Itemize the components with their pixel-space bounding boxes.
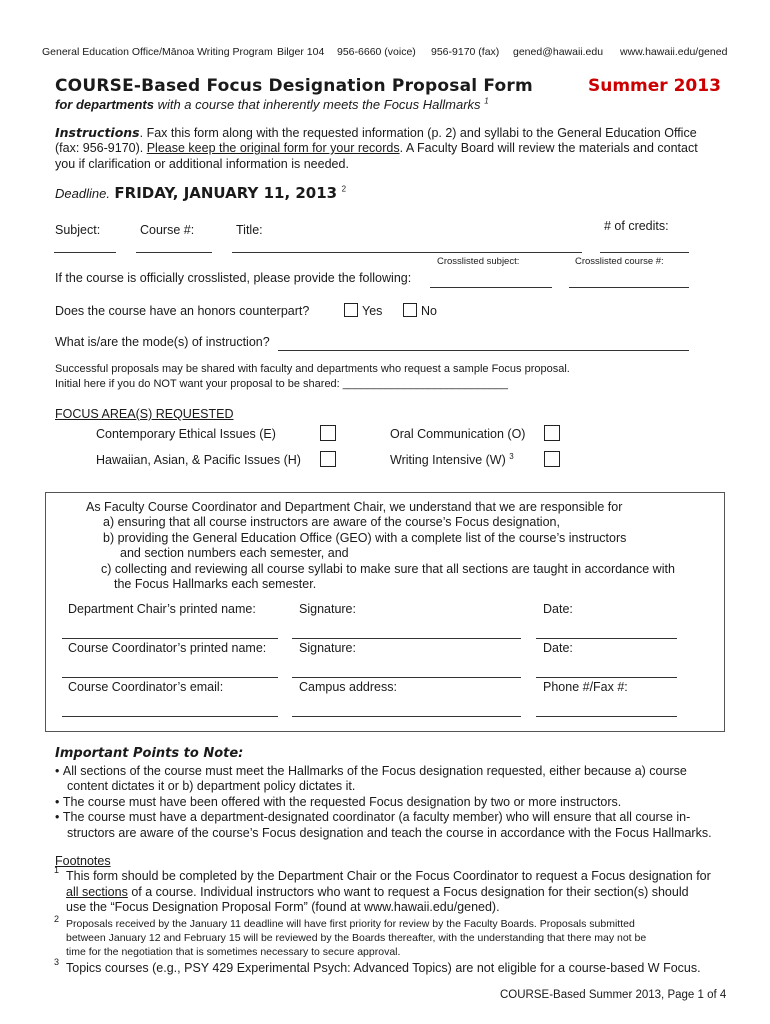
focus-e-label: Contemporary Ethical Issues (E) [96, 427, 276, 441]
coordinator-date-label: Date: [543, 641, 573, 655]
header-voice: 956-6660 (voice) [337, 46, 416, 58]
focus-w-label: Writing Intensive (W) $^3$ [390, 451, 514, 467]
footnote-1-cont: all sections of a course. Individual instructors who want to request a Focus designation for their section(s) should [66, 885, 689, 899]
header-website[interactable]: www.hawaii.edu/gened [620, 46, 728, 58]
sharing-note: Successful proposals may be shared with faculty and departments who request a sample Focus proposal. [55, 363, 570, 375]
agreement-item-b: b) providing the General Education Office (GEO) with a complete list of the course’s instructors [103, 531, 627, 545]
footnote-2-cont-2: time for the negotiation that is sometimes necessary to secure approval. [66, 946, 401, 958]
deadline: Deadline. FRIDAY, JANUARY 11, 2013 $^2$ [55, 184, 347, 202]
modes-field[interactable] [278, 350, 689, 351]
instructions-line-3: you if clarification or additional information is needed. [55, 157, 349, 171]
campus-address-label: Campus address: [299, 680, 397, 694]
focus-o-label: Oral Communication (O) [390, 427, 526, 441]
course-title-field[interactable] [232, 252, 582, 253]
page-footer: COURSE-Based Summer 2013, Page 1 of 4 [500, 989, 727, 1001]
footnote-2-number: 2 [54, 914, 60, 924]
focus-heading: FOCUS AREA(S) REQUESTED [55, 407, 234, 421]
honors-yes-checkbox[interactable] [344, 303, 358, 317]
chair-signature-field[interactable] [292, 638, 521, 639]
chair-name-field[interactable] [62, 638, 278, 639]
agreement-item-a: a) ensuring that all course instructors are aware of the course’s Focus designation, [103, 515, 560, 529]
instructions-line-1: Instructions. Fax this form along with the requested information (p. 2) and syllabi to the General Education Office [55, 125, 697, 140]
subtitle: for departments with a course that inherently meets the Focus Hallmarks $^1$ [55, 96, 489, 112]
subject-field[interactable] [54, 252, 116, 253]
footnote-3-number: 3 [54, 957, 60, 967]
crosslisted-course-label: Crosslisted course #: [575, 256, 664, 267]
header-fax: 956-9170 (fax) [431, 46, 500, 58]
bullet-3-cont: structors are aware of the course’s Focus designation and teach the course in accordance with the Focus Hallmarks. [67, 826, 712, 840]
agreement-intro: As Faculty Course Coordinator and Department Chair, we understand that we are responsible for [86, 500, 623, 514]
footnote-1-number: 1 [54, 865, 60, 875]
agreement-item-b-cont: and section numbers each semester, and [120, 546, 349, 560]
page-title: COURSE-Based Focus Designation Proposal Form [55, 76, 533, 96]
focus-o-checkbox[interactable] [544, 425, 560, 441]
instructions-line-2: (fax: 956-9170). Please keep the original form for your records. A Faculty Board will review the materials and contact [55, 141, 698, 155]
chair-date-label: Date: [543, 602, 573, 616]
crosslisted-subject-field[interactable] [430, 287, 552, 288]
sharing-initial[interactable]: Initial here if you do NOT want your proposal to be shared: ___________________________ [55, 378, 508, 390]
coordinator-email-field[interactable] [62, 716, 278, 717]
honors-no-label: No [421, 304, 437, 318]
honors-no-checkbox[interactable] [403, 303, 417, 317]
course-title-label: Title: [236, 223, 263, 237]
course-number-field[interactable] [136, 252, 212, 253]
term-label: Summer 2013 [588, 76, 721, 96]
crosslisted-course-field[interactable] [569, 287, 689, 288]
subject-label: Subject: [55, 223, 101, 237]
header-room: Bilger 104 [277, 46, 325, 58]
focus-h-checkbox[interactable] [320, 451, 336, 467]
chair-name-label: Department Chair’s printed name: [68, 602, 256, 616]
credits-field[interactable] [600, 252, 689, 253]
coordinator-name-field[interactable] [62, 677, 278, 678]
modes-question: What is/are the mode(s) of instruction? [55, 335, 270, 349]
focus-e-checkbox[interactable] [320, 425, 336, 441]
focus-w-checkbox[interactable] [544, 451, 560, 467]
coordinator-signature-label: Signature: [299, 641, 356, 655]
coordinator-signature-field[interactable] [292, 677, 521, 678]
chair-signature-label: Signature: [299, 602, 356, 616]
footnote-2-cont: between January 12 and February 15 will be reviewed by the Boards thereafter, with the understanding that there may not be [66, 932, 647, 944]
honors-yes-label: Yes [362, 304, 383, 318]
bullet-1-cont: content dictates it or b) department policy dictates it. [67, 779, 356, 793]
chair-date-field[interactable] [536, 638, 677, 639]
phone-fax-label: Phone #/Fax #: [543, 680, 628, 694]
bullet-2: • The course must have been offered with the requested Focus designation by two or more instructors. [55, 795, 622, 809]
crosslisted-subject-label: Crosslisted subject: [437, 256, 520, 267]
bullet-1: • All sections of the course must meet the Hallmarks of the Focus designation requested, either because a) course [55, 764, 687, 778]
coordinator-email-label: Course Coordinator’s email: [68, 680, 224, 694]
footnotes-heading: Footnotes [55, 854, 111, 868]
phone-fax-field[interactable] [536, 716, 677, 717]
important-heading: Important Points to Note: [55, 746, 244, 761]
footnote-2: Proposals received by the January 11 deadline will have first priority for review by the Faculty Boards. Proposals submitted [66, 918, 635, 930]
header-email[interactable]: gened@hawaii.edu [513, 46, 604, 58]
agreement-item-c-cont: the Focus Hallmarks each semester. [114, 577, 317, 591]
coordinator-name-label: Course Coordinator’s printed name: [68, 641, 267, 655]
agreement-item-c: c) collecting and reviewing all course syllabi to make sure that all sections are taught in accordance with [101, 562, 675, 576]
coordinator-date-field[interactable] [536, 677, 677, 678]
footnote-1: This form should be completed by the Department Chair or the Focus Coordinator to request a Focus designation for [66, 869, 711, 883]
focus-h-label: Hawaiian, Asian, & Pacific Issues (H) [96, 453, 301, 467]
credits-label: # of credits: [604, 219, 669, 233]
honors-question: Does the course have an honors counterpart? [55, 304, 310, 318]
crosslisted-prompt: If the course is officially crosslisted, please provide the following: [55, 271, 412, 285]
bullet-3: • The course must have a department-designated coordinator (a faculty member) who will ensure that all course in- [55, 810, 691, 824]
header-office: General Education Office/Mānoa Writing Program [42, 46, 273, 58]
footnote-3: Topics courses (e.g., PSY 429 Experimental Psych: Advanced Topics) are not eligible for a course-based W Focus. [66, 961, 701, 975]
footnote-1-cont-2: use the “Focus Designation Proposal Form” (found at www.hawaii.edu/gened). [66, 900, 500, 914]
course-number-label: Course #: [140, 223, 195, 237]
campus-address-field[interactable] [292, 716, 521, 717]
